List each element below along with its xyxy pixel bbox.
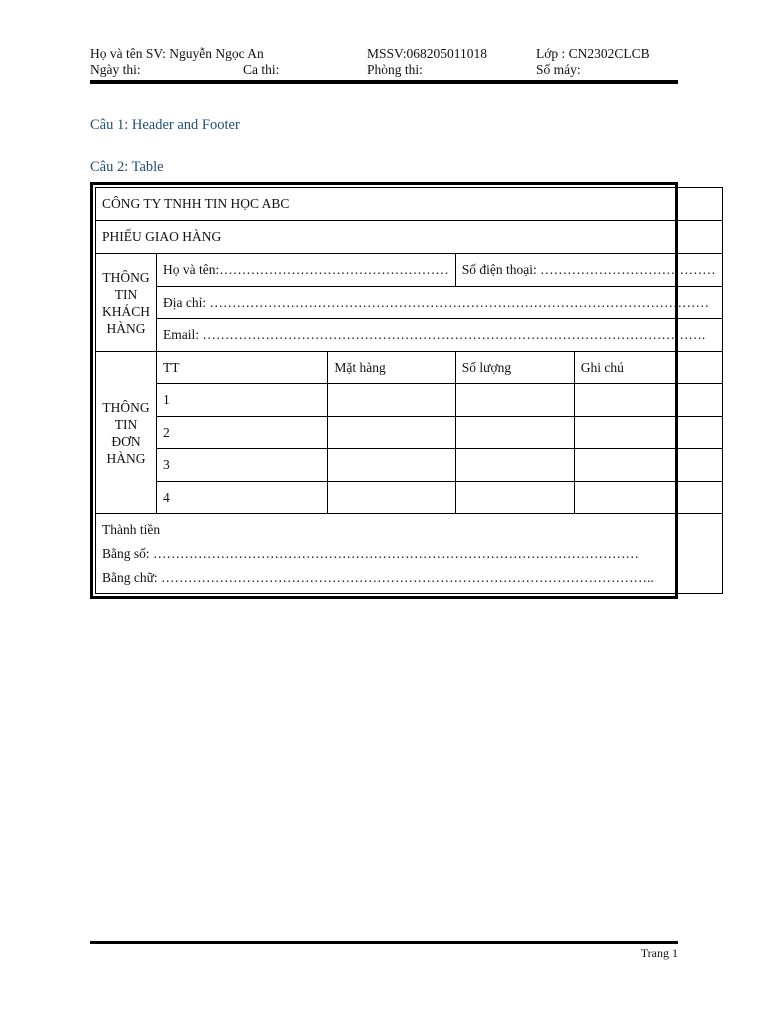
exam-shift: Ca thi: xyxy=(243,62,280,77)
customer-section-label: THÔNG TIN KHÁCH HÀNG xyxy=(96,254,157,352)
exam-date: Ngày thi: xyxy=(90,62,141,77)
table-cell xyxy=(455,384,574,417)
table-cell: 2 xyxy=(157,417,328,449)
student-id: MSSV:068205011018 xyxy=(367,46,488,61)
email-field: Email: …………………………………………………………………………………………………. xyxy=(157,319,723,352)
table-cell xyxy=(455,482,574,514)
table-cell: 4 xyxy=(157,482,328,514)
table-cell xyxy=(455,449,574,482)
table-row xyxy=(96,384,723,417)
address-field: Địa chỉ: ………………………………………………………………………………………………… xyxy=(157,287,723,319)
table-cell xyxy=(328,482,455,514)
column-header: Mặt hàng xyxy=(328,352,455,384)
total-label: Thành tiền xyxy=(102,521,161,537)
column-header: Số lượng xyxy=(455,352,574,384)
total-in-numbers: Bằng số: ……………………………………………………………………………………………… xyxy=(102,545,640,561)
table-cell xyxy=(574,384,722,417)
table-cell: 3 xyxy=(157,449,328,482)
table-cell xyxy=(574,417,722,449)
form-title: PHIẾU GIAO HÀNG xyxy=(96,221,723,254)
table-row xyxy=(96,482,723,514)
table-cell xyxy=(328,449,455,482)
class-code: Lớp : CN2302CLCB xyxy=(536,46,650,61)
table-cell xyxy=(574,482,722,514)
page-number: Trang 1 xyxy=(640,946,678,960)
total-section xyxy=(96,514,723,594)
delivery-form-frame xyxy=(90,182,716,599)
table-cell xyxy=(328,384,455,417)
column-header: Ghi chú xyxy=(574,352,722,384)
question-1-heading: Câu 1: Header and Footer xyxy=(90,117,240,133)
header-rule xyxy=(90,80,678,84)
table-cell xyxy=(574,449,722,482)
question-2-heading: Câu 2: Table xyxy=(90,159,164,175)
order-section-label: THÔNG TIN ĐƠN HÀNG xyxy=(96,352,157,514)
footer-rule xyxy=(90,941,678,944)
total-in-words: Bằng chữ: ……………………………………………………………………………………………….. xyxy=(102,569,654,585)
customer-name-field: Họ và tên:…………………………………………… xyxy=(157,254,456,287)
delivery-form-table xyxy=(95,187,723,594)
phone-field: Số điện thoại: ………………………………… xyxy=(455,254,722,287)
machine-number: Số máy: xyxy=(536,62,581,77)
student-name: Họ và tên SV: Nguyễn Ngọc An xyxy=(90,46,264,61)
page-header xyxy=(90,46,678,78)
exam-room: Phòng thi: xyxy=(367,62,423,77)
column-header: TT xyxy=(157,352,328,384)
table-cell xyxy=(455,417,574,449)
table-row xyxy=(96,449,723,482)
company-name: CÔNG TY TNHH TIN HỌC ABC xyxy=(96,188,723,221)
table-cell: 1 xyxy=(157,384,328,417)
table-cell xyxy=(328,417,455,449)
table-row xyxy=(96,417,723,449)
